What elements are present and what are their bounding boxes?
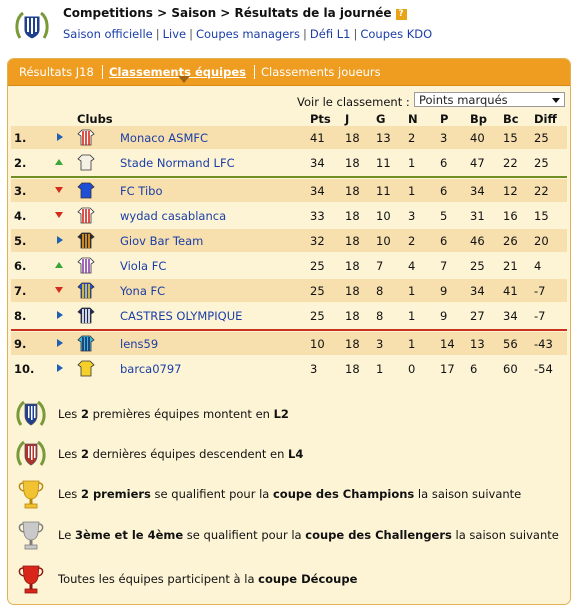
rank: 10.	[14, 362, 35, 376]
col-header-diff[interactable]: Diff	[534, 112, 557, 126]
trend-down-icon	[55, 212, 63, 218]
club-name-link[interactable]: Giov Bar Team	[120, 234, 204, 248]
col-header-j[interactable]: J	[345, 112, 350, 126]
stat-j: 18	[345, 131, 360, 145]
rank: 2.	[14, 156, 27, 170]
help-icon[interactable]: ?	[396, 9, 407, 20]
stat-j: 18	[345, 209, 360, 223]
stat-diff: 20	[534, 234, 549, 248]
stat-bp: 34	[470, 184, 485, 198]
stat-bc: 60	[503, 362, 518, 376]
stat-n: 1	[408, 309, 416, 323]
stat-n: 1	[408, 337, 416, 351]
rank: 1.	[14, 131, 27, 145]
ranking-select[interactable]	[414, 92, 565, 107]
table-row[interactable]	[11, 229, 567, 252]
stat-bp: 27	[470, 309, 485, 323]
rank: 4.	[14, 209, 27, 223]
stat-diff: -7	[534, 284, 546, 298]
stat-pts: 34	[310, 156, 325, 170]
stat-pts: 3	[310, 362, 318, 376]
stat-diff: -7	[534, 309, 546, 323]
stat-j: 18	[345, 284, 360, 298]
stat-diff: 25	[534, 156, 549, 170]
trend-same-icon	[57, 364, 63, 372]
stat-p: 14	[440, 337, 455, 351]
promotion-laurel-icon	[14, 398, 48, 430]
table-row[interactable]	[11, 204, 567, 227]
stat-p: 5	[440, 209, 448, 223]
stat-pts: 32	[310, 234, 325, 248]
legend-text: Les 2 dernières équipes descendent en L4	[58, 447, 304, 461]
club-name-link[interactable]: Yona FC	[120, 284, 166, 298]
col-header-n[interactable]: N	[408, 112, 418, 126]
stat-g: 8	[376, 284, 384, 298]
tab-classements-equipes[interactable]: Classements équipes	[109, 65, 246, 79]
trend-same-icon	[57, 133, 63, 141]
stat-diff: -54	[534, 362, 553, 376]
legend-item	[11, 436, 567, 472]
stat-pts: 33	[310, 209, 325, 223]
relegation-divider	[11, 329, 567, 331]
stat-n: 2	[408, 131, 416, 145]
stat-j: 18	[345, 362, 360, 376]
stat-p: 7	[440, 259, 448, 273]
stat-pts: 34	[310, 184, 325, 198]
stat-j: 18	[345, 259, 360, 273]
stat-g: 7	[376, 259, 384, 273]
active-tab-pointer	[178, 76, 190, 83]
stat-bp: 31	[470, 209, 485, 223]
tab-bar	[8, 59, 570, 86]
legend-item	[11, 476, 567, 512]
stat-bp: 6	[470, 362, 478, 376]
stat-g: 10	[376, 209, 391, 223]
stat-bc: 56	[503, 337, 518, 351]
club-name-link[interactable]: CASTRES OLYMPIQUE	[120, 309, 243, 323]
col-header-g[interactable]: G	[376, 112, 386, 126]
stat-diff: 15	[534, 209, 549, 223]
club-jersey-icon	[77, 282, 95, 299]
stat-bp: 40	[470, 131, 485, 145]
rank: 8.	[14, 309, 27, 323]
stat-g: 1	[376, 362, 384, 376]
trend-down-icon	[55, 287, 63, 293]
club-name-link[interactable]: Viola FC	[120, 259, 167, 273]
stat-n: 1	[408, 156, 416, 170]
club-jersey-icon	[77, 232, 95, 249]
stat-n: 2	[408, 234, 416, 248]
stat-bp: 13	[470, 337, 485, 351]
stat-n: 1	[408, 184, 416, 198]
link-separator: |	[189, 27, 193, 41]
trend-same-icon	[57, 311, 63, 319]
trend-down-icon	[55, 187, 63, 193]
link-separator: |	[155, 27, 160, 41]
legend-item	[11, 517, 567, 553]
stat-p: 6	[440, 234, 448, 248]
stat-p: 6	[440, 184, 448, 198]
stat-g: 10	[376, 234, 391, 248]
stat-bc: 34	[503, 309, 518, 323]
legend-text: Toutes les équipes participent à la coupe Découpe	[58, 572, 358, 586]
club-jersey-icon	[77, 129, 95, 146]
tab-classements-joueurs[interactable]: Classements joueurs	[261, 65, 381, 79]
stat-g: 3	[376, 337, 384, 351]
stat-diff: 22	[534, 184, 549, 198]
table-row[interactable]	[11, 279, 567, 302]
club-jersey-icon	[77, 360, 95, 377]
stat-bc: 26	[503, 234, 518, 248]
promotion-divider	[11, 176, 567, 178]
rank: 3.	[14, 184, 27, 198]
stat-p: 9	[440, 284, 448, 298]
legend-text: Les 2 premiers se qualifient pour la coupe des Champions la saison suivante	[58, 487, 522, 501]
legend-text: Le 3ème et le 4ème se qualifient pour la coupe des Challengers la saison suivante	[58, 528, 559, 542]
club-jersey-icon	[77, 335, 95, 352]
stat-p: 3	[440, 131, 448, 145]
stat-bp: 47	[470, 156, 485, 170]
stat-bc: 15	[503, 131, 518, 145]
tab-divider	[254, 65, 255, 79]
tab-resultats[interactable]: Résultats J18	[19, 65, 94, 79]
club-name-link[interactable]: Stade Normand LFC	[120, 156, 235, 170]
stat-pts: 41	[310, 131, 325, 145]
league-logo-icon	[14, 8, 50, 44]
table-row[interactable]	[11, 357, 567, 380]
trend-same-icon	[57, 236, 63, 244]
stat-j: 18	[345, 309, 360, 323]
table-row[interactable]	[11, 332, 567, 355]
col-header-bp[interactable]: Bp	[470, 112, 487, 126]
breadcrumb	[63, 6, 407, 20]
stat-pts: 25	[310, 309, 325, 323]
stat-j: 18	[345, 184, 360, 198]
stat-bc: 16	[503, 209, 518, 223]
club-name-link[interactable]: wydad casablanca	[120, 209, 227, 223]
table-row[interactable]	[11, 304, 567, 327]
trend-up-icon	[55, 159, 63, 165]
stat-pts: 25	[310, 284, 325, 298]
rank: 5.	[14, 234, 27, 248]
stat-bp: 46	[470, 234, 485, 248]
link-coupes-kdo[interactable]: Coupes KDO	[360, 27, 433, 41]
stat-diff: 4	[534, 259, 542, 273]
stat-bc: 22	[503, 156, 518, 170]
link-saison-officielle[interactable]: Saison officielle	[63, 27, 153, 41]
club-name-link[interactable]: Monaco ASMFC	[120, 131, 209, 145]
link-separator: |	[303, 27, 307, 41]
gold-cup-icon	[14, 478, 48, 510]
stat-g: 8	[376, 309, 384, 323]
stat-n: 0	[408, 362, 416, 376]
col-header-bc[interactable]: Bc	[503, 112, 519, 126]
red-cup-icon	[14, 563, 48, 595]
stat-g: 11	[376, 156, 391, 170]
relegation-laurel-icon	[14, 438, 48, 470]
rank: 9.	[14, 337, 27, 351]
stat-p: 6	[440, 156, 448, 170]
stat-n: 1	[408, 284, 416, 298]
club-jersey-icon	[77, 257, 95, 274]
stat-g: 11	[376, 184, 391, 198]
club-jersey-icon	[77, 154, 95, 171]
col-header-clubs: Clubs	[77, 112, 113, 126]
table-row[interactable]	[11, 179, 567, 202]
stat-j: 18	[345, 337, 360, 351]
page-header	[0, 0, 572, 48]
section-links	[63, 27, 432, 41]
stat-j: 18	[345, 234, 360, 248]
stat-g: 13	[376, 131, 391, 145]
stat-p: 17	[440, 362, 455, 376]
table-row[interactable]	[11, 254, 567, 277]
club-name-link[interactable]: lens59	[120, 337, 159, 351]
club-name-link[interactable]: barca0797	[120, 362, 182, 376]
stat-bc: 41	[503, 284, 518, 298]
legend-item	[11, 396, 567, 432]
silver-cup-icon	[14, 519, 48, 551]
stat-pts: 25	[310, 259, 325, 273]
club-jersey-icon	[77, 207, 95, 224]
trend-same-icon	[57, 339, 63, 347]
stat-diff: 25	[534, 131, 549, 145]
club-name-link[interactable]: FC Tibo	[120, 184, 163, 198]
link-separator: |	[353, 27, 358, 41]
rank: 7.	[14, 284, 27, 298]
link-defi-l1[interactable]: Défi L1	[309, 27, 351, 41]
chevron-down-icon	[552, 98, 560, 103]
stat-bp: 25	[470, 259, 485, 273]
tab-divider	[102, 65, 103, 79]
legend-item	[11, 561, 567, 597]
stat-bc: 12	[503, 184, 518, 198]
table-row[interactable]	[11, 151, 567, 174]
trend-up-icon	[55, 262, 63, 268]
standings-panel	[7, 58, 571, 605]
legend-text: Les 2 premières équipes montent en L2	[58, 407, 289, 421]
stat-n: 4	[408, 259, 416, 273]
stat-pts: 10	[310, 337, 325, 351]
stat-p: 9	[440, 309, 448, 323]
club-jersey-icon	[77, 307, 95, 324]
table-row[interactable]	[11, 126, 567, 149]
rank: 6.	[14, 259, 27, 273]
col-header-pts[interactable]: Pts	[310, 112, 331, 126]
stat-bp: 34	[470, 284, 485, 298]
breadcrumb-text: Competitions > Saison > Résultats de la journée	[63, 6, 392, 20]
filter-label: Voir le classement :	[297, 95, 410, 109]
club-jersey-icon	[77, 182, 95, 199]
link-live[interactable]: Live	[162, 27, 187, 41]
stat-diff: -43	[534, 337, 553, 351]
link-coupes-managers[interactable]: Coupes managers	[195, 27, 301, 41]
stat-n: 3	[408, 209, 416, 223]
stat-j: 18	[345, 156, 360, 170]
stat-bc: 21	[503, 259, 518, 273]
ranking-select-value: Points marqués	[419, 93, 508, 107]
col-header-p[interactable]: P	[440, 112, 449, 126]
